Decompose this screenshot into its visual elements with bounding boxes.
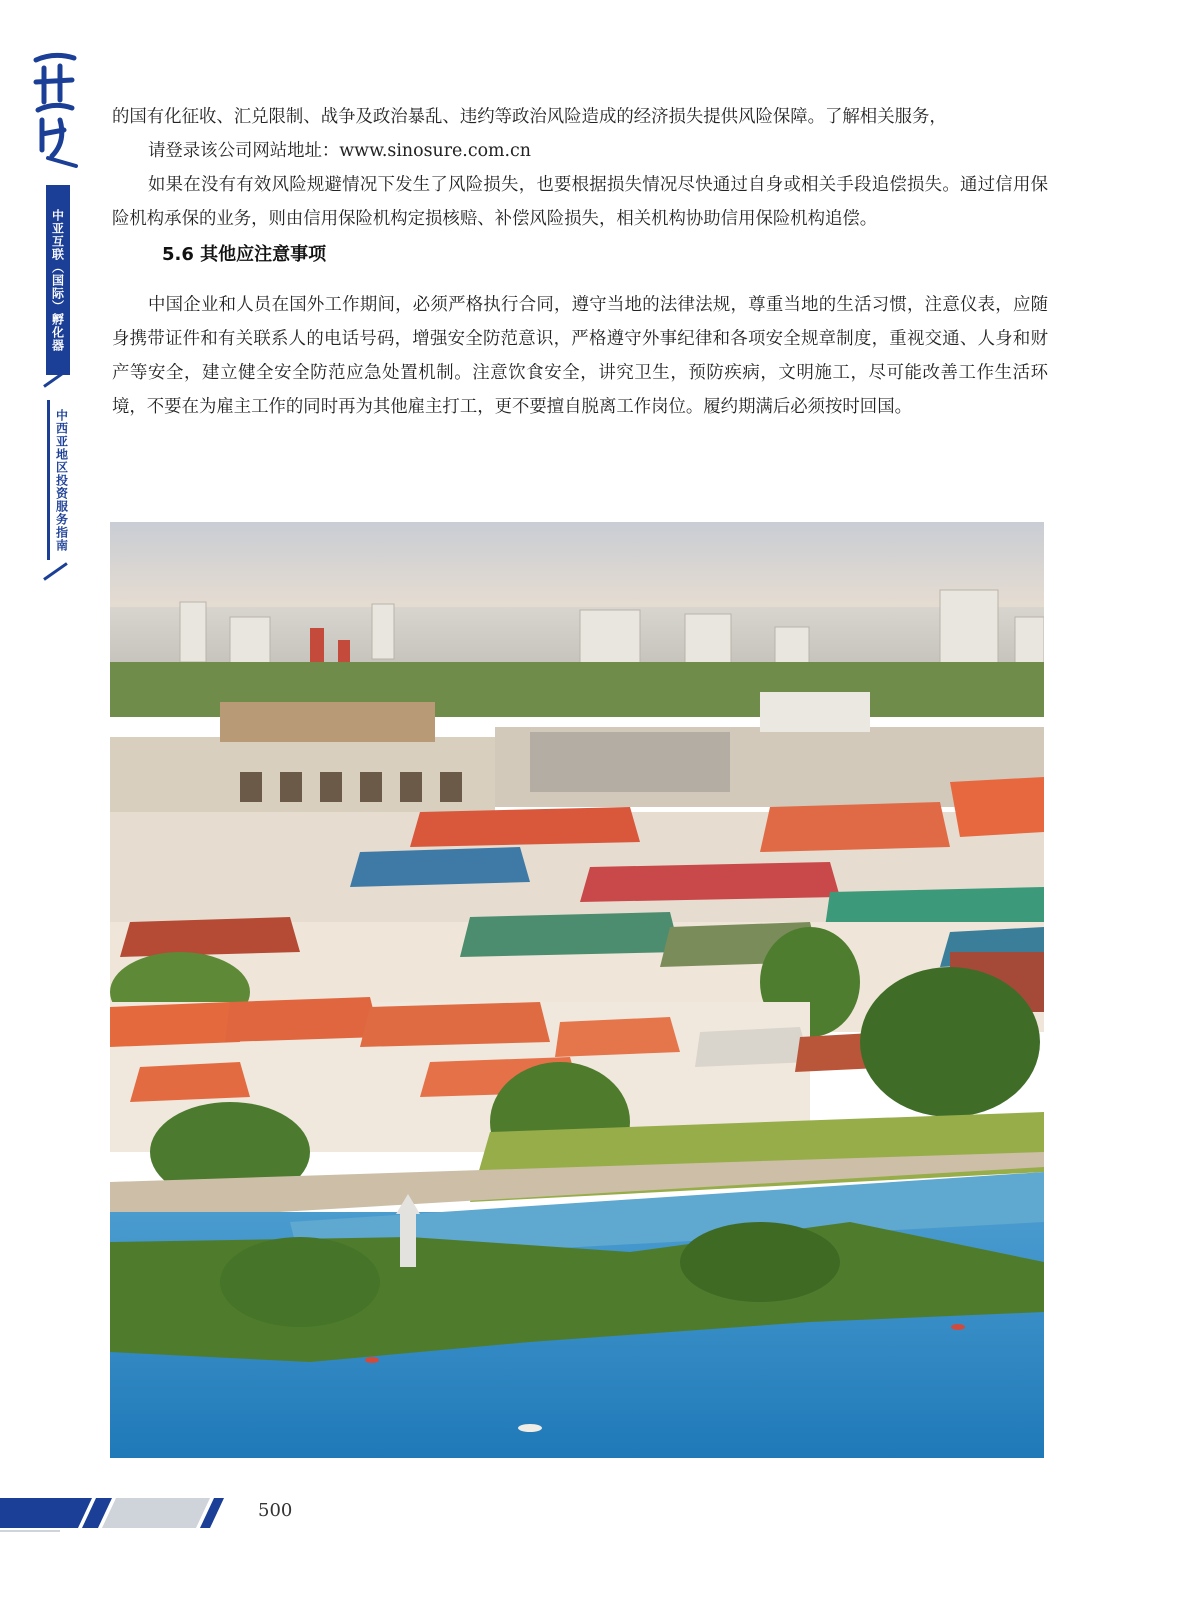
footer-stripes: [0, 1490, 1178, 1540]
paragraph: 的国有化征收、汇兑限制、战争及政治暴乱、违约等政治风险造成的经济损失提供风险保障。了解相关服务，: [112, 107, 947, 127]
page-number: 500: [258, 1500, 293, 1521]
paragraph: 请登录该公司网站地址：www.sinosure.com.cn: [148, 141, 532, 161]
page-content: [112, 100, 1048, 424]
paragraph: 中国企业和人员在国外工作期间，必须严格执行合同，遵守当地的法律法规，尊重当地的生活习惯，注意仪表，应随身携带证件和有关联系人的电话号码，增强安全防范意识，严格遵守外事纪律和各项安全规章制度，重视交通、人身和财产等安全，建立健全安全防范应急处置机制。注意饮食安全，讲究卫生，预防疾病，文明施工，尽可能改善工作生活环境，不要在为雇主工作的同时再为其他雇主打工，更不要擅自脱离工作岗位。履约期满后必须按时回国。: [112, 295, 1048, 417]
sidebar-divider: [43, 562, 68, 581]
sidebar-branding: [0, 0, 90, 1600]
section-heading: 5.6 其他应注意事项: [162, 244, 327, 265]
series-title: 中亚互联（国际）孵化器: [46, 185, 70, 375]
book-title: 中西亚地区投资服务指南: [47, 400, 74, 560]
paragraph: 如果在没有有效风险规避情况下发生了风险损失，也要根据损失情况尽快通过自身或相关手段追偿损失。通过信用保险机构承保的业务，则由信用保险机构定损核赔、补偿风险损失，相关机构协助信用保险机构追偿。: [112, 175, 1048, 229]
city-riverside-photo: [110, 522, 1044, 1458]
belt-road-logo-icon: [30, 50, 78, 170]
